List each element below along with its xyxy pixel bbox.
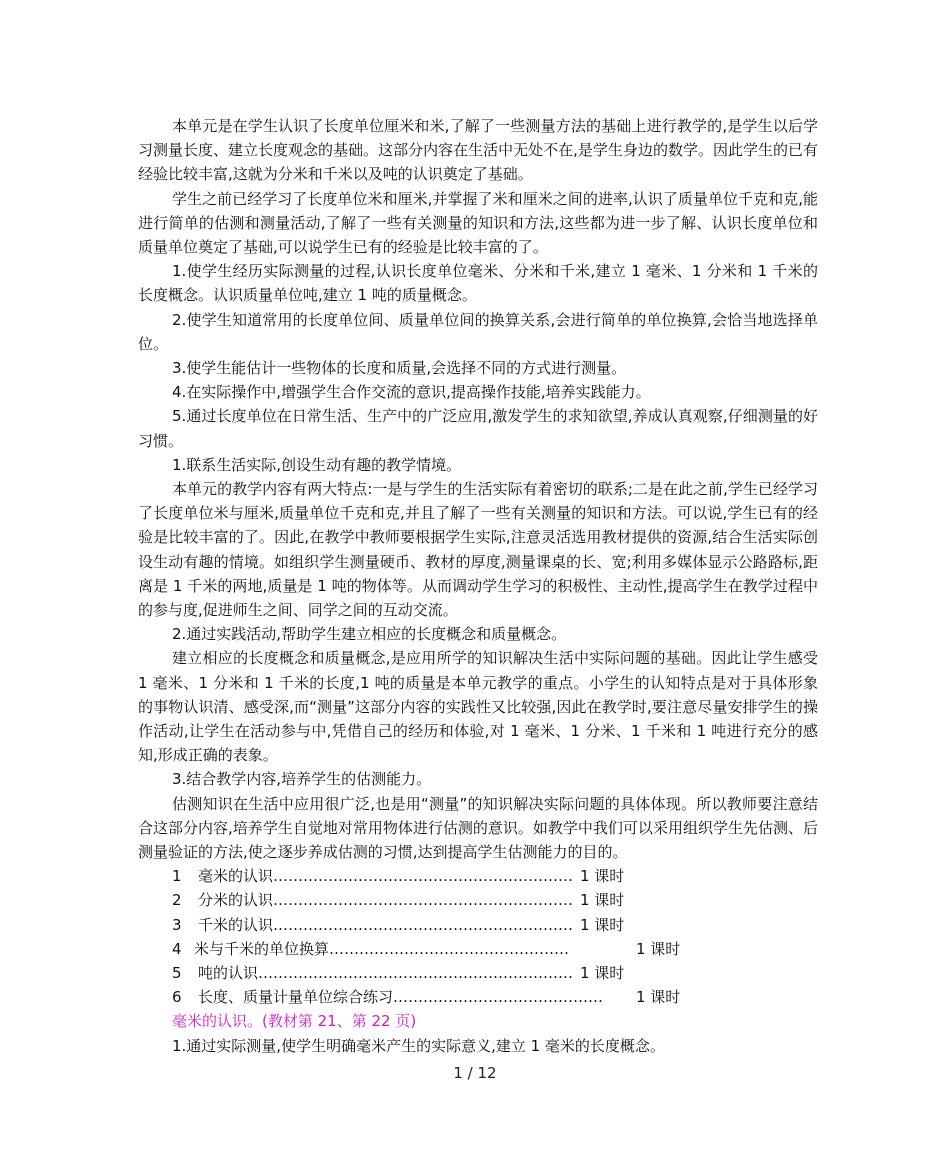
schedule-row bbox=[138, 985, 818, 1009]
schedule-number: 5 bbox=[172, 964, 182, 983]
page-number: 1 / 12 bbox=[453, 1064, 497, 1082]
paragraph: 2.使学生知道常用的长度单位间、质量单位间的换算关系,会进行简单的单位换算,会恰当地选择单位。 bbox=[138, 310, 818, 353]
schedule-number: 1 bbox=[172, 867, 182, 886]
paragraph: 3.结合教学内容,培养学生的估测能力。 bbox=[172, 770, 432, 789]
schedule-number: 4 bbox=[172, 939, 182, 958]
schedule-title: 毫米的认识…………………………………………………… bbox=[198, 867, 574, 886]
paragraph: 1.联系生活实际,创设生动有趣的教学情境。 bbox=[172, 455, 462, 474]
paragraph: 5.通过长度单位在日常生活、生产中的广泛应用,激发学生的求知欲望,养成认真观察,仔细测量的好习惯。 bbox=[138, 407, 818, 450]
paragraph: 1.通过实际测量,使学生明确毫米产生的实际意义,建立 1 毫米的长度概念。 bbox=[172, 1036, 665, 1055]
schedule-hours: 1 课时 bbox=[636, 939, 681, 958]
schedule-title: 分米的认识…………………………………………………… bbox=[198, 891, 574, 910]
paragraph: 估测知识在生活中应用很广泛,也是用“测量”的知识解决实际问题的具体体现。所以教师要注意结合这部分内容,培养学生自觉地对常用物体进行估测的意识。如教学中我们可以采用组织学生先估测、后测量验证的方法,使之逐步养成估测的习惯,达到提高学生估测能力的目的。 bbox=[138, 794, 818, 862]
schedule-hours: 1 课时 bbox=[580, 915, 625, 934]
schedule-row bbox=[138, 937, 818, 961]
schedule-hours: 1 课时 bbox=[636, 988, 681, 1007]
schedule-title: 米与千米的单位换算………………………………………… bbox=[194, 939, 570, 958]
schedule-hours: 1 课时 bbox=[580, 867, 625, 886]
paragraph: 4.在实际操作中,增强学生合作交流的意识,提高操作技能,培养实践能力。 bbox=[172, 383, 651, 402]
lesson-schedule bbox=[138, 864, 818, 1009]
schedule-row bbox=[138, 864, 818, 888]
paragraph: 3.使学生能估计一些物体的长度和质量,会选择不同的方式进行测量。 bbox=[172, 359, 627, 378]
schedule-title: 长度、质量计量单位综合练习…………………………………… bbox=[198, 988, 604, 1007]
document-body bbox=[138, 114, 818, 1058]
schedule-row bbox=[138, 913, 818, 937]
paragraph: 2.通过实践活动,帮助学生建立相应的长度概念和质量概念。 bbox=[172, 625, 567, 644]
schedule-title: 千米的认识…………………………………………………… bbox=[198, 915, 574, 934]
schedule-number: 3 bbox=[172, 915, 182, 934]
schedule-hours: 1 课时 bbox=[580, 891, 625, 910]
schedule-number: 6 bbox=[172, 988, 182, 1007]
schedule-hours: 1 课时 bbox=[580, 964, 625, 983]
schedule-number: 2 bbox=[172, 891, 182, 910]
paragraph: 学生之前已经学习了长度单位米和厘米,并掌握了米和厘米之间的进率,认识了质量单位千克和克,能进行简单的估测和测量活动,了解了一些有关测量的知识和方法,这些都为进一步了解、认识长度单位和质量单位奠定了基础,可以说学生已有的经验是比较丰富的了。 bbox=[138, 189, 818, 257]
paragraph: 建立相应的长度概念和质量概念,是应用所学的知识解决生活中实际问题的基础。因此让学生感受 1 毫米、1 分米和 1 千米的长度,1 吨的质量是本单元教学的重点。小学生的认知特点是对于具体形象的事物认识清、感受深,而“测量”这部分内容的实践性又比较强,因此在教学时,要注意尽量安排学生的操作活动,让学生在活动参与中,凭借自己的经历和体验,对 1 毫米、1 分米、1 千米和 1 吨进行充分的感知,形成正确的表象。 bbox=[138, 649, 818, 765]
paragraph: 本单元是在学生认识了长度单位厘米和米,了解了一些测量方法的基础上进行教学的,是学生以后学习测量长度、建立长度观念的基础。这部分内容在生活中无处不在,是学生身边的数学。因此学生的已有经验比较丰富,这就为分米和千米以及吨的认识奠定了基础。 bbox=[138, 117, 818, 184]
section-heading: 毫米的认识。(教材第 21、第 22 页) bbox=[172, 1012, 417, 1031]
schedule-title: 吨的认识……………………………………………………… bbox=[198, 964, 574, 983]
paragraph: 1.使学生经历实际测量的过程,认识长度单位毫米、分米和千米,建立 1 毫米、1 分米和 1 千米的长度概念。认识质量单位吨,建立 1 吨的质量概念。 bbox=[138, 262, 818, 305]
schedule-row bbox=[138, 961, 818, 985]
schedule-row bbox=[138, 888, 818, 912]
paragraph: 本单元的教学内容有两大特点:一是与学生的生活实际有着密切的联系;二是在此之前,学生已经学习了长度单位米与厘米,质量单位千克和克,并且了解了一些有关测量的知识和方法。可以说,学生已有的经验是比较丰富的了。因此,在教学中教师要根据学生实际,注意灵活选用教材提供的资源,结合生活实际创设生动有趣的情境。如组织学生测量硬币、教材的厚度,测量课桌的长、宽;利用多媒体显示公路路标,距离是 1 千米的两地,质量是 1 吨的物体等。从而调动学生学习的积极性、主动性,提高学生在教学过程中的参与度,促进师生之间、同学之间的互动交流。 bbox=[138, 480, 818, 620]
